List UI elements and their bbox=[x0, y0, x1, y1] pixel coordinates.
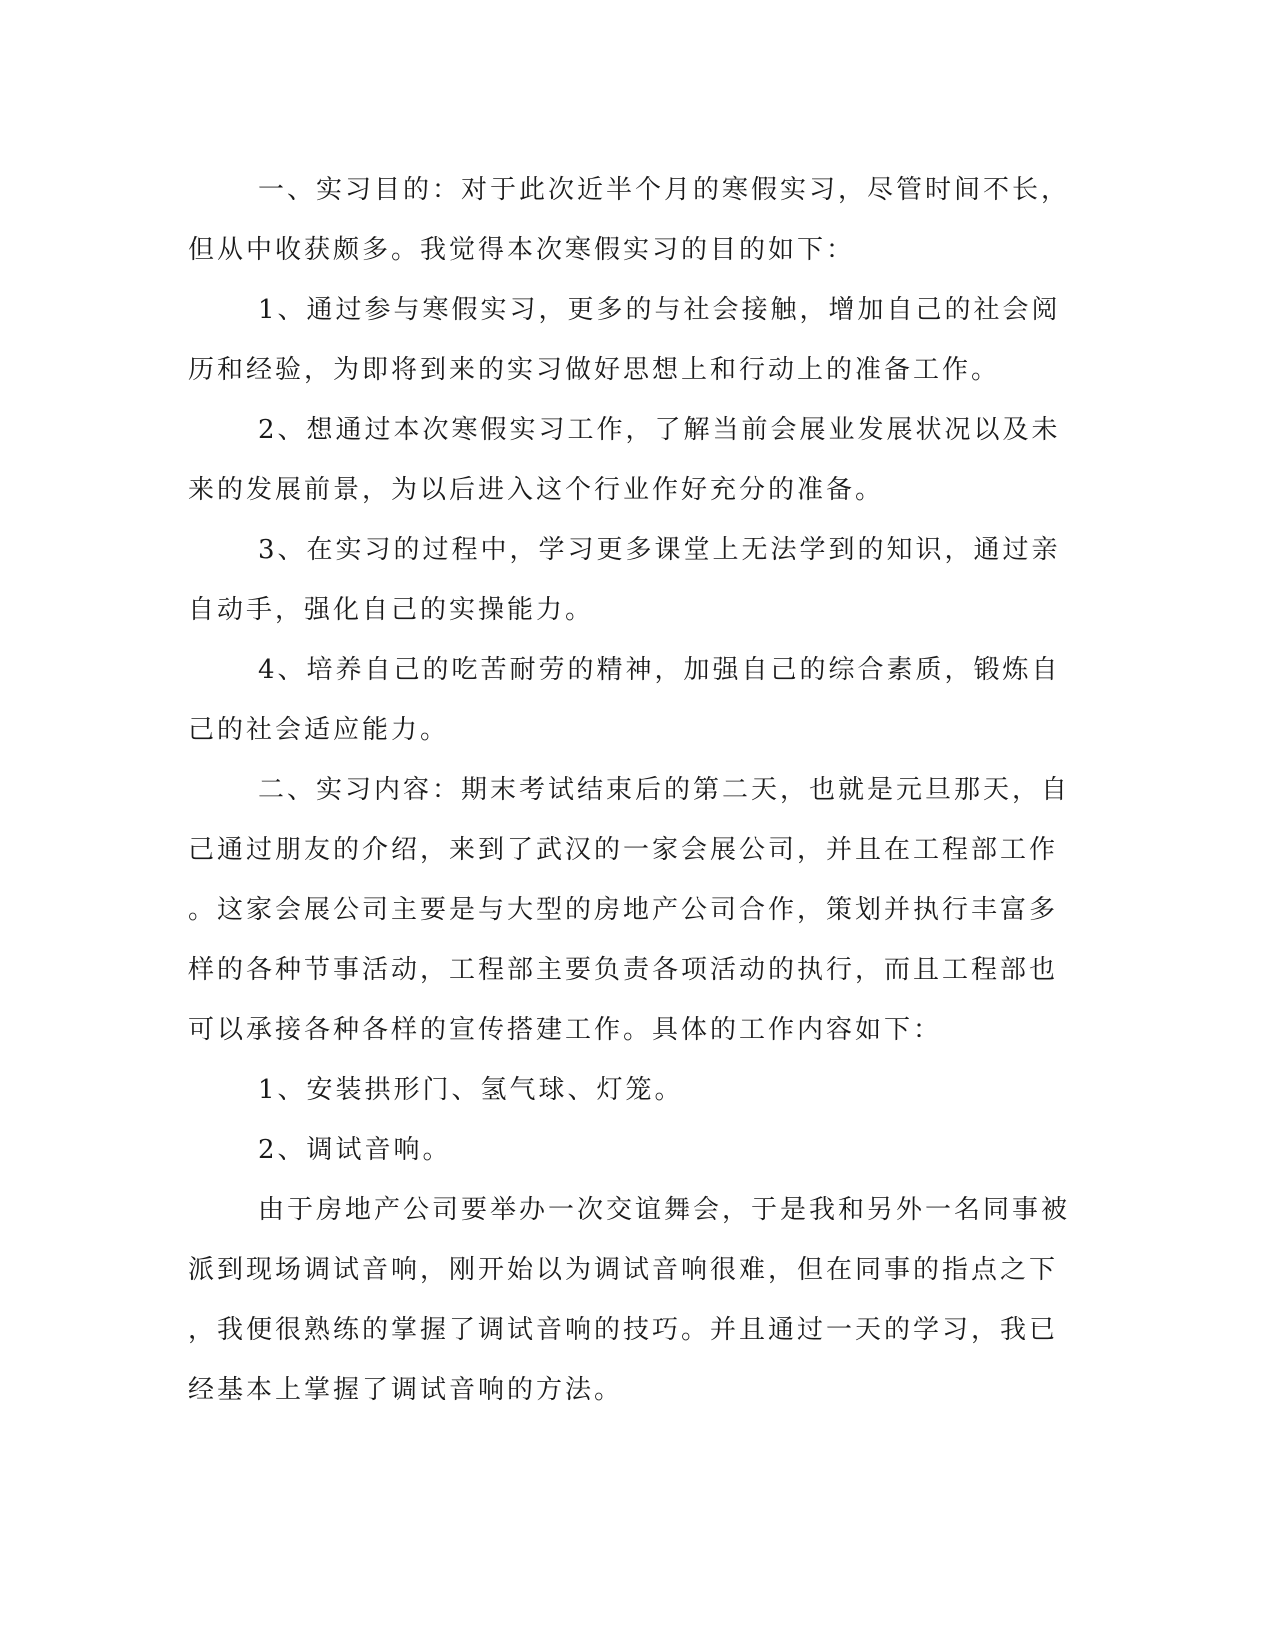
text-line: 经基本上掌握了调试音响的方法。 bbox=[188, 1375, 624, 1405]
text-line: 1、安装拱形门、氢气球、灯笼。 bbox=[258, 1075, 684, 1105]
text-line: 但从中收获颇多。我觉得本次寒假实习的目的如下： bbox=[188, 235, 856, 265]
document-body bbox=[188, 160, 1088, 1420]
text-line: 由于房地产公司要举办一次交谊舞会，于是我和另外一名同事被 bbox=[258, 1195, 1071, 1225]
text-line: 二、实习内容：期末考试结束后的第二天，也就是元旦那天，自 bbox=[258, 775, 1071, 805]
text-line: 1、通过参与寒假实习，更多的与社会接触，增加自己的社会阅 bbox=[258, 295, 1061, 325]
text-line: 一、实习目的：对于此次近半个月的寒假实习，尽管时间不长， bbox=[258, 175, 1071, 205]
text-line: 己的社会适应能力。 bbox=[188, 715, 450, 745]
text-line: 3、在实习的过程中，学习更多课堂上无法学到的知识，通过亲 bbox=[258, 535, 1061, 565]
text-line: 2、调试音响。 bbox=[258, 1135, 452, 1165]
text-line: 自动手，强化自己的实操能力。 bbox=[188, 595, 595, 625]
text-line: 来的发展前景，为以后进入这个行业作好充分的准备。 bbox=[188, 475, 885, 505]
text-line: ，我便很熟练的掌握了调试音响的技巧。并且通过一天的学习，我已 bbox=[188, 1315, 1059, 1345]
text-line: 。这家会展公司主要是与大型的房地产公司合作，策划并执行丰富多 bbox=[188, 895, 1059, 925]
text-line: 历和经验，为即将到来的实习做好思想上和行动上的准备工作。 bbox=[188, 355, 1001, 385]
text-line: 样的各种节事活动，工程部主要负责各项活动的执行，而且工程部也 bbox=[188, 955, 1059, 985]
text-line: 4、培养自己的吃苦耐劳的精神，加强自己的综合素质，锻炼自 bbox=[258, 655, 1061, 685]
text-line: 可以承接各种各样的宣传搭建工作。具体的工作内容如下： bbox=[188, 1015, 943, 1045]
text-line: 己通过朋友的介绍，来到了武汉的一家会展公司，并且在工程部工作 bbox=[188, 835, 1059, 865]
text-line: 派到现场调试音响，刚开始以为调试音响很难，但在同事的指点之下 bbox=[188, 1255, 1059, 1285]
text-line: 2、想通过本次寒假实习工作，了解当前会展业发展状况以及未 bbox=[258, 415, 1061, 445]
